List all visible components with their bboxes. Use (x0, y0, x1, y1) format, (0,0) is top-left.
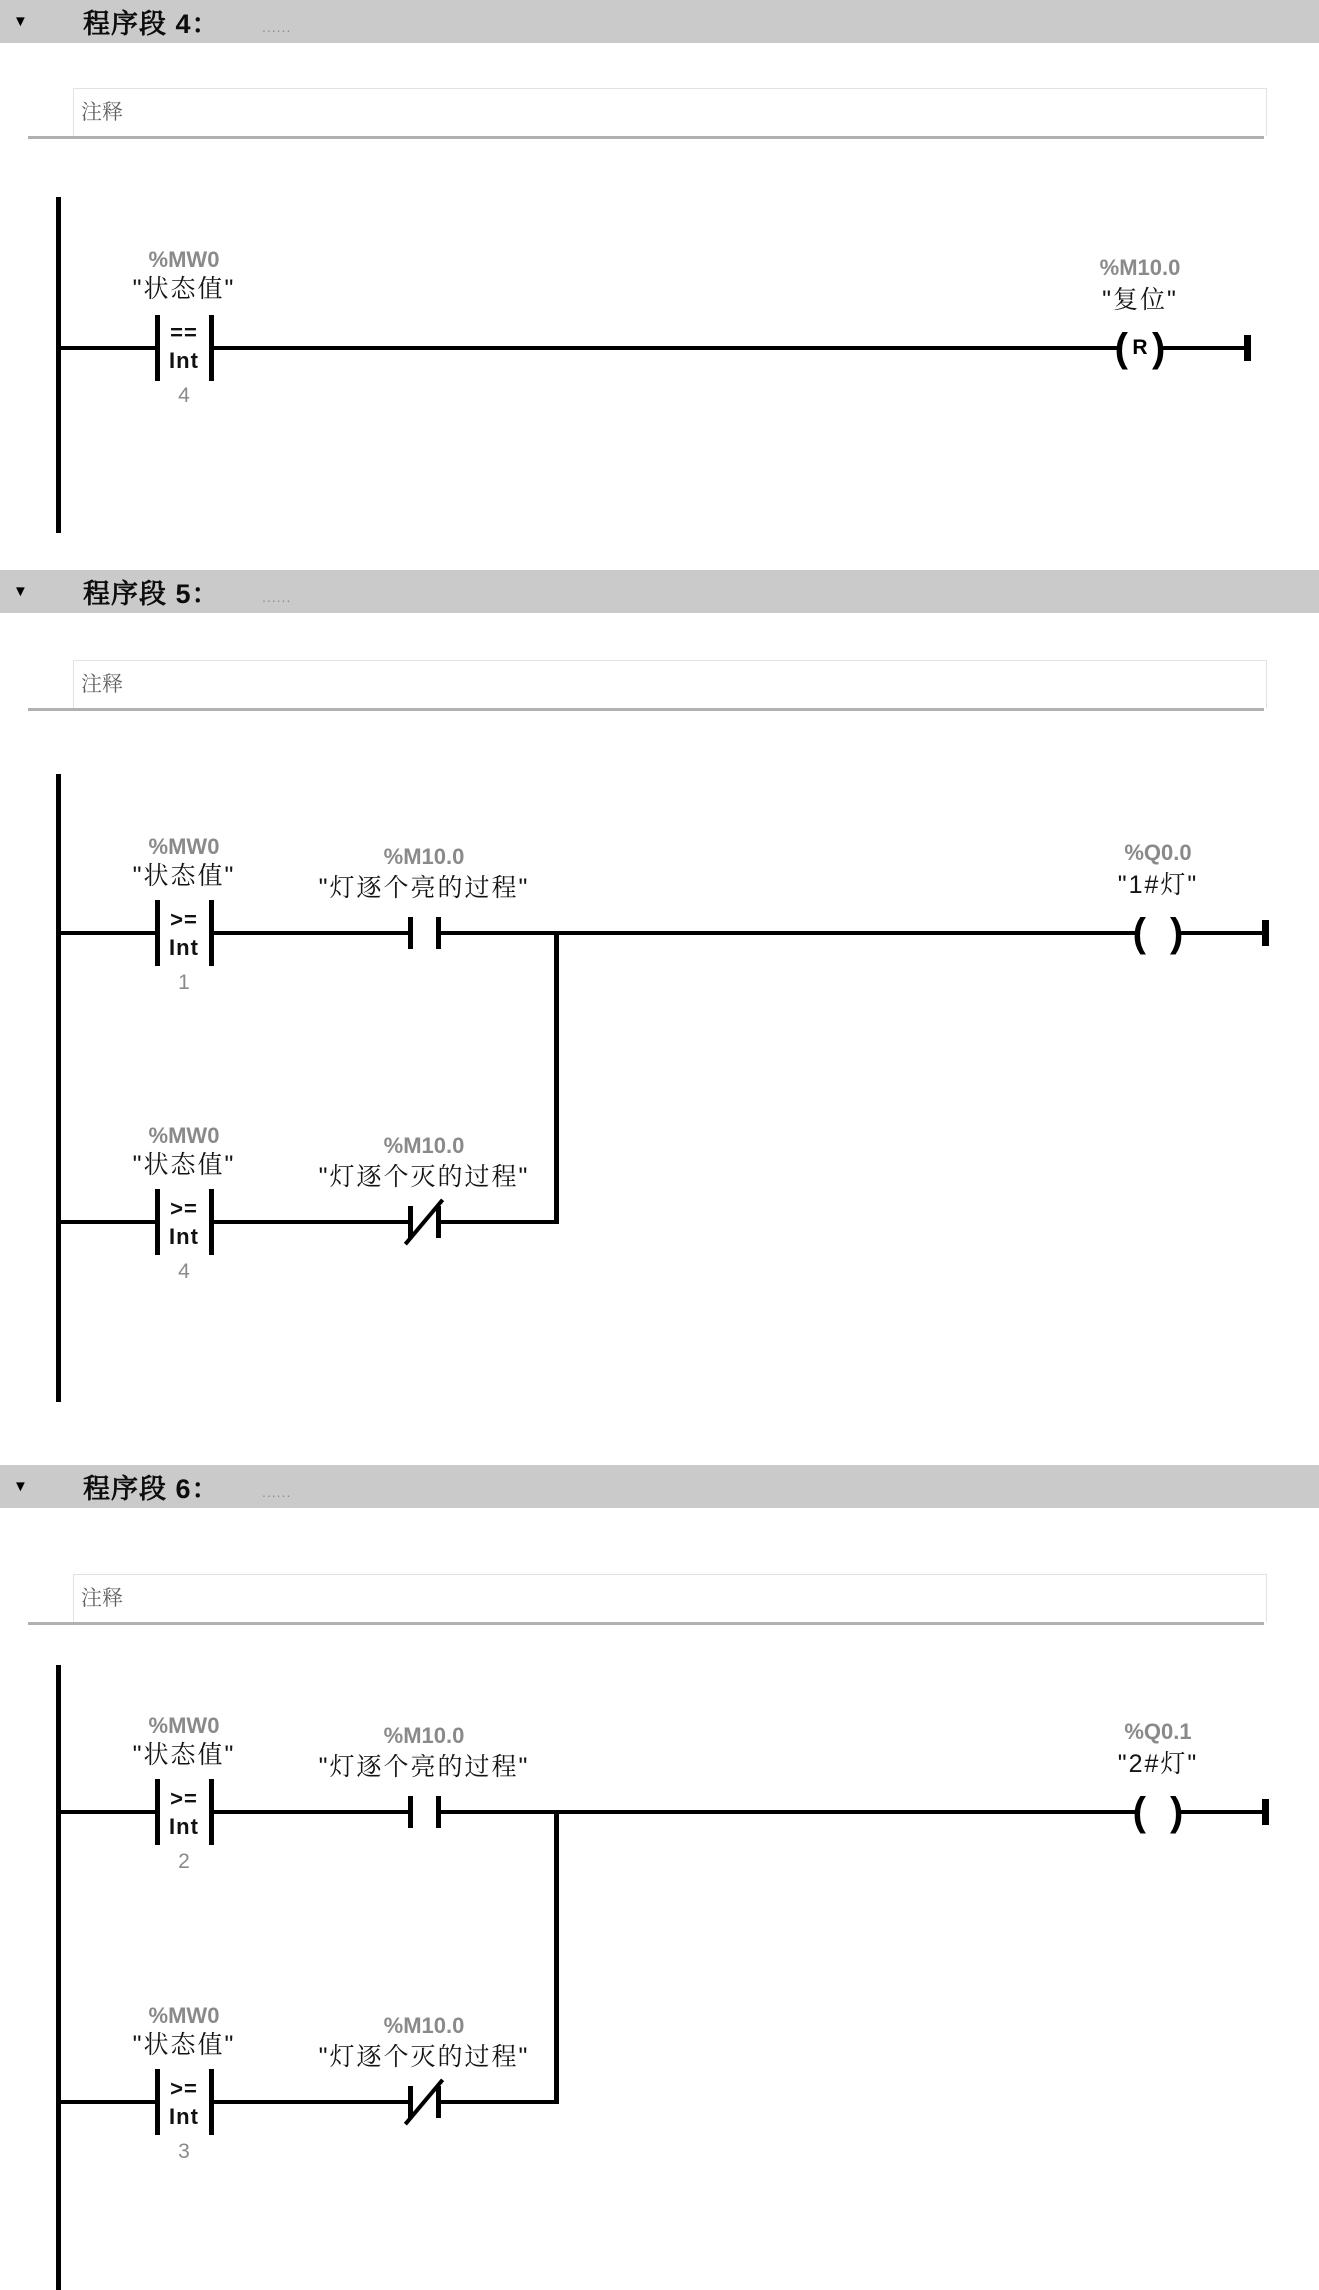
coil-open-paren: ( (1132, 911, 1146, 955)
network-comment-field[interactable] (73, 1574, 1267, 1622)
rung-line (441, 2100, 559, 2104)
nc-contact-address[interactable]: %M10.0 (383, 1133, 465, 1158)
coil-operand-address[interactable]: %M10.0 (1099, 255, 1181, 280)
power-rail (56, 1665, 61, 2290)
no-contact-bar[interactable] (408, 1796, 413, 1828)
network-4-header[interactable] (0, 0, 1319, 43)
compare-operand-address[interactable]: %MW0 (148, 834, 220, 859)
compare-operator[interactable]: == (170, 320, 198, 345)
rung-end-tick (1262, 920, 1269, 946)
rung-end-tick (1262, 1799, 1269, 1825)
compare-operand-address[interactable]: %MW0 (148, 1713, 220, 1738)
compare-value[interactable]: 4 (178, 1260, 190, 1283)
rung-line (441, 931, 1136, 935)
coil-open-paren: ( (1114, 326, 1128, 370)
collapse-triangle-icon[interactable]: ▼ (13, 13, 28, 30)
comment-placeholder: 注释 (81, 1587, 123, 1610)
compare-operand-address[interactable]: %MW0 (148, 2003, 220, 2028)
coil-letter: R (1132, 336, 1148, 359)
compare-data-type[interactable]: Int (169, 935, 199, 960)
no-contact-bar[interactable] (436, 1796, 441, 1828)
power-rail (56, 774, 61, 1402)
network-comment-field[interactable] (73, 660, 1267, 708)
nc-contact-bar[interactable] (436, 2086, 441, 2118)
compare-operand-address[interactable]: %MW0 (148, 247, 220, 272)
rung-line (441, 1220, 559, 1224)
compare-value[interactable]: 4 (178, 384, 190, 407)
rung-line (441, 1810, 1136, 1814)
no-contact-name[interactable]: "灯逐个亮的过程" (318, 1753, 530, 1781)
nc-contact-address[interactable]: %M10.0 (383, 2013, 465, 2038)
comment-divider (28, 1622, 1264, 1625)
network-title-dots: ...... (262, 589, 292, 605)
compare-data-type[interactable]: Int (169, 348, 199, 373)
nc-contact-name[interactable]: "灯逐个灭的过程" (318, 2043, 530, 2071)
coil-close-paren: ) (1152, 326, 1166, 370)
comment-placeholder: 注释 (81, 673, 123, 696)
compare-operand-name[interactable]: "状态值" (132, 862, 236, 890)
collapse-triangle-icon[interactable]: ▼ (13, 1478, 28, 1495)
network-title: 程序段 4： (83, 9, 220, 39)
network-title-dots: ...... (262, 1484, 292, 1500)
compare-operator[interactable]: >= (170, 907, 198, 932)
network-title: 程序段 5： (83, 579, 220, 609)
coil-operand-name[interactable]: "复位" (1102, 286, 1178, 314)
no-contact-bar[interactable] (436, 917, 441, 949)
comment-divider (28, 136, 1264, 139)
coil-open-paren: ( (1132, 1790, 1146, 1834)
collapse-triangle-icon[interactable]: ▼ (13, 583, 28, 600)
compare-operator[interactable]: >= (170, 1196, 198, 1221)
network-title: 程序段 6： (83, 1474, 220, 1504)
compare-value[interactable]: 3 (178, 2140, 190, 2163)
rung-end-tick (1244, 335, 1251, 361)
comment-divider (28, 708, 1264, 711)
compare-data-type[interactable]: Int (169, 1814, 199, 1839)
coil-operand-address[interactable]: %Q0.0 (1124, 840, 1192, 865)
coil-close-paren: ) (1170, 1790, 1184, 1834)
compare-value[interactable]: 1 (178, 971, 190, 994)
compare-operand-name[interactable]: "状态值" (132, 1741, 236, 1769)
compare-operator[interactable]: >= (170, 2076, 198, 2101)
network-6-header[interactable] (0, 1465, 1319, 1508)
output-coil-symbol[interactable] (1103, 911, 1213, 955)
coil-operand-address[interactable]: %Q0.1 (1124, 1719, 1192, 1744)
compare-operand-address[interactable]: %MW0 (148, 1123, 220, 1148)
network-title-dots: ...... (262, 19, 292, 35)
network-comment-field[interactable] (73, 88, 1267, 136)
no-contact-address[interactable]: %M10.0 (383, 1723, 465, 1748)
power-rail (56, 197, 61, 533)
compare-value[interactable]: 2 (178, 1850, 190, 1873)
compare-operand-name[interactable]: "状态值" (132, 275, 236, 303)
network-5-header[interactable] (0, 570, 1319, 613)
coil-operand-name[interactable]: "1#灯" (1117, 871, 1199, 899)
compare-operand-name[interactable]: "状态值" (132, 2031, 236, 2059)
compare-data-type[interactable]: Int (169, 1224, 199, 1249)
no-contact-address[interactable]: %M10.0 (383, 844, 465, 869)
nc-contact-bar[interactable] (436, 1206, 441, 1238)
reset-coil-symbol[interactable] (1085, 326, 1195, 370)
output-coil-symbol[interactable] (1103, 1790, 1213, 1834)
no-contact-name[interactable]: "灯逐个亮的过程" (318, 874, 530, 902)
coil-operand-name[interactable]: "2#灯" (1117, 1750, 1199, 1778)
compare-data-type[interactable]: Int (169, 2104, 199, 2129)
comment-placeholder: 注释 (81, 101, 123, 124)
compare-operand-name[interactable]: "状态值" (132, 1151, 236, 1179)
rung-line (212, 346, 1118, 350)
compare-operator[interactable]: >= (170, 1786, 198, 1811)
coil-close-paren: ) (1170, 911, 1184, 955)
no-contact-bar[interactable] (408, 917, 413, 949)
nc-contact-name[interactable]: "灯逐个灭的过程" (318, 1163, 530, 1191)
